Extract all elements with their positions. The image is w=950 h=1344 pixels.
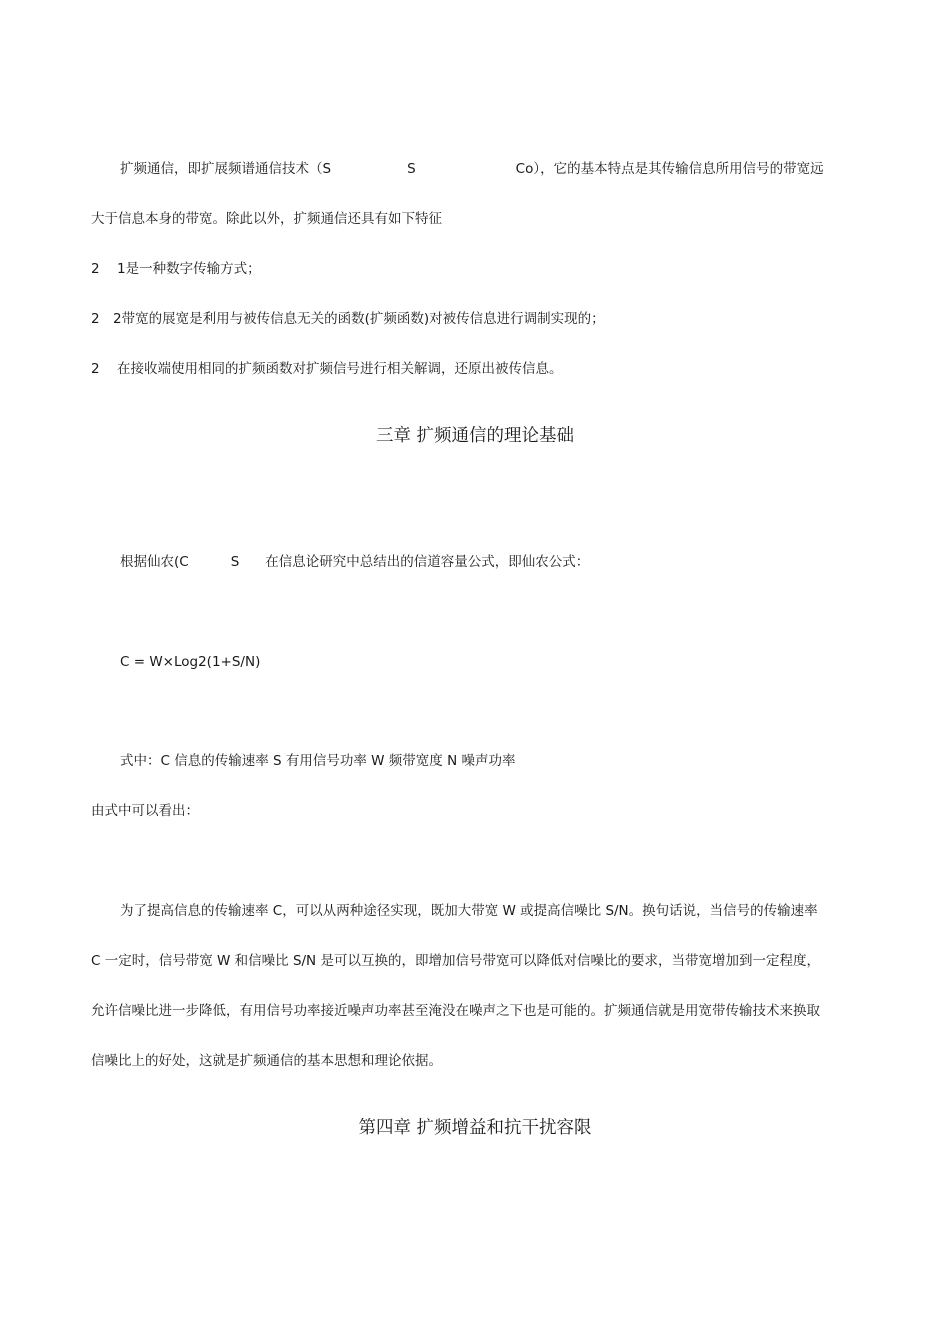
feature-text-1: 1是一种数字传输方式； <box>117 261 261 277</box>
shannon-part-a: 根据仙农(C <box>120 554 189 570</box>
shannon-part-c: 在信息论研究中总结出的信道容量公式，即仙农公式： <box>265 554 590 570</box>
paragraph-line-4: 信噪比上的好处，这就是扩频通信的基本思想和理论依据。 <box>91 1053 442 1069</box>
paragraph-line-2: C 一定时，信号带宽 W 和信噪比 S/N 是可以互换的，即增加信号带宽可以降低对信噪比的要求，当带宽增加到一定程度， <box>91 953 820 969</box>
feature-item-2 <box>91 310 605 328</box>
intro-line-1-part-b: S <box>407 161 416 177</box>
shannon-line <box>120 553 589 571</box>
feature-text-2: 2带宽的展宽是利用与被传信息无关的函数(扩频函数)对被传信息进行调制实现的； <box>113 311 605 327</box>
formula-variables: 式中：C 信息的传输速率 S 有用信号功率 W 频带宽度 N 噪声功率 <box>120 753 516 769</box>
feature-bullet-3: 2 <box>91 361 100 377</box>
feature-bullet-2: 2 <box>91 311 100 327</box>
shannon-formula: C = W×Log2(1+S/N) <box>120 654 261 670</box>
feature-item-1 <box>91 260 261 278</box>
chapter-3-title: 三章 扩频通信的理论基础 <box>375 426 575 446</box>
intro-line-1 <box>120 160 824 178</box>
feature-item-3 <box>91 360 563 378</box>
intro-line-1-part-a: 扩频通信，即扩展频谱通信技术（S <box>120 161 332 177</box>
conclusion-intro: 由式中可以看出： <box>91 803 199 819</box>
feature-text-3: 在接收端使用相同的扩频函数对扩频信号进行相关解调，还原出被传信息。 <box>117 361 563 377</box>
paragraph-line-3: 允许信噪比进一步降低，有用信号功率接近噪声功率甚至淹没在噪声之下也是可能的。扩频通信就是用宽带传输技术来换取 <box>91 1003 820 1019</box>
chapter-4-title: 第四章 扩频增益和抗干扰容限 <box>358 1118 592 1138</box>
paragraph-line-1: 为了提高信息的传输速率 C，可以从两种途径实现，既加大带宽 W 或提高信噪比 S/N。换句话说，当信号的传输速率 <box>120 903 818 919</box>
intro-line-2: 大于信息本身的带宽。除此以外，扩频通信还具有如下特征 <box>91 211 442 227</box>
shannon-part-b: S <box>230 554 240 570</box>
intro-line-1-part-c: Co），它的基本特点是其传输信息所用信号的带宽远 <box>515 161 824 177</box>
feature-bullet-1: 2 <box>91 261 100 277</box>
